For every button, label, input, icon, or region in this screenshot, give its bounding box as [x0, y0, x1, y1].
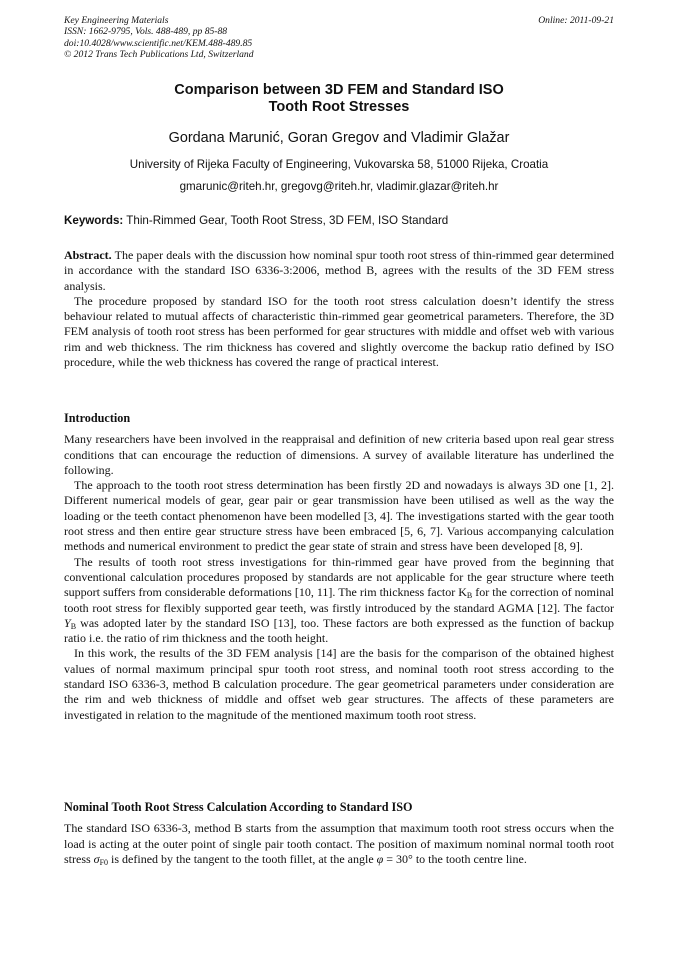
- intro-p3-text-b: for the correction of nominal tooth root stress for flexibly supported gear teeth, was firstly introduced by the standard AGMA [12]. The factor: [64, 585, 614, 615]
- introduction-section: [64, 411, 614, 723]
- nominal-stress-paragraph: [64, 821, 614, 867]
- keywords-text: Thin-Rimmed Gear, Tooth Root Stress, 3D FEM, ISO Standard: [126, 214, 449, 227]
- doi-line[interactable]: doi:10.4028/www.scientific.net/KEM.488-489.85: [64, 37, 253, 49]
- abstract-paragraph-2: The procedure proposed by standard ISO for the tooth root stress calculation doesn’t identify the stress behaviour related to mutual affects of characteristic thin-rimmed gear geometrical parameters. Therefore, the 3D FEM analysis of tooth root stress has been performed for gear structures with middle and offset web with various rim and web thickness. The rim thickness has covered and slightly overcome the backup ratio defined by ISO procedure, while the web thickness has covered the range of practical interest.: [64, 293, 614, 370]
- nominal-text-a: The standard ISO 6336-3, method B starts from the assumption that maximum tooth root stress occurs when the load is acting at the outer point of single pair tooth contact. The position of maximum nominal normal tooth root stress: [64, 821, 614, 866]
- author-emails[interactable]: gmarunic@riteh.hr, gregovg@riteh.hr, vladimir.glazar@riteh.hr: [179, 180, 499, 193]
- author-list: Gordana Marunić, Goran Gregov and Vladimir Glažar: [168, 130, 510, 146]
- kb-subscript: B: [466, 591, 473, 601]
- abstract-label: Abstract.: [64, 248, 112, 262]
- title-line-1: Comparison between 3D FEM and Standard ISO: [174, 82, 504, 98]
- sigma-symbol: σ: [93, 851, 100, 866]
- intro-p3-text-a: The results of tooth root stress investigations for thin-rimmed gear have proved from the beginning that conventional calculation procedures proposed by standards are not applicable for the gear structure where teeth support suffers from considerable deformations [10, 11]. The rim thickness factor K: [64, 554, 614, 600]
- abstract-section: [64, 248, 614, 370]
- keywords-label: Keywords:: [64, 214, 124, 227]
- journal-header: [64, 15, 254, 61]
- issn-line: ISSN: 1662-9795, Vols. 488-489, pp 85-88: [64, 26, 228, 38]
- f0-subscript: F0: [99, 857, 109, 867]
- phi-symbol: φ: [376, 851, 384, 866]
- introduction-paragraph-1: Many researchers have been involved in the reappraisal and definition of new criteria based upon real gear stress conditions that can encourage the reduction of dimensions. A survey of available literature has underlined the following.: [64, 432, 614, 477]
- title-line-2: Tooth Root Stresses: [268, 99, 410, 115]
- affiliation: University of Rijeka Faculty of Engineering, Vukovarska 58, 51000 Rijeka, Croatia: [129, 158, 549, 171]
- nominal-text-b: is defined by the tangent to the tooth fillet, at the angle: [108, 851, 377, 866]
- introduction-paragraph-3: [64, 555, 614, 647]
- y-symbol: Y: [64, 615, 71, 630]
- introduction-heading: Introduction: [64, 411, 131, 425]
- journal-name: Key Engineering Materials: [64, 15, 169, 26]
- abstract-paragraph-1: [64, 248, 614, 294]
- introduction-paragraph-4: In this work, the results of the 3D FEM analysis [14] are the basis for the comparison of the obtained highest values of normal maximum principal spur tooth root stress, and nominal tooth root stress according to the standard ISO 6336-3, method B calculation procedure. The gear geometrical parameters under consideration are the rim and web thickness of middle and offset web gear structures. The affects of these parameters are investigated in relation to the magnitude of the mentioned maximum tooth root stress.: [64, 646, 614, 722]
- nominal-text-c: = 30° to the tooth centre line.: [383, 851, 527, 866]
- nominal-stress-heading: Nominal Tooth Root Stress Calculation According to Standard ISO: [64, 800, 413, 814]
- intro-p3-text-c: was adopted later by the standard ISO [13], too. These factors are both expressed as the function of backup ratio i.e. the ratio of rim thickness and the tooth height.: [64, 615, 614, 646]
- introduction-paragraph-2: The approach to the tooth root stress determination has been firstly 2D and nowadays is always 3D one [1, 2]. Different numerical models of gear, gear pair or gear transmission have been utilised as well as the way the loading or the teeth contact phenomenon have been modelled [3, 4]. The investigations started with the gear tooth root stress and then entire gear structure stress have been embraced [5, 6, 7]. Various accompanying calculation methods and numerical environment to predict the gear state of strain and stress have been developed [8, 9].: [64, 478, 614, 554]
- copyright-line: © 2012 Trans Tech Publications Ltd, Switzerland: [64, 49, 254, 61]
- abstract-text-1: The paper deals with the discussion how nominal spur tooth root stress of thin-rimmed gear determined in accordance with the standard ISO 6336-3:2006, method B, agrees with the results of the 3D FEM stress analysis.: [64, 248, 614, 293]
- yb-subscript: B: [70, 621, 77, 631]
- online-date: Online: 2011-09-21: [538, 15, 614, 26]
- nominal-stress-section: [64, 800, 614, 867]
- paper-title: [64, 82, 614, 116]
- keywords: [64, 214, 614, 227]
